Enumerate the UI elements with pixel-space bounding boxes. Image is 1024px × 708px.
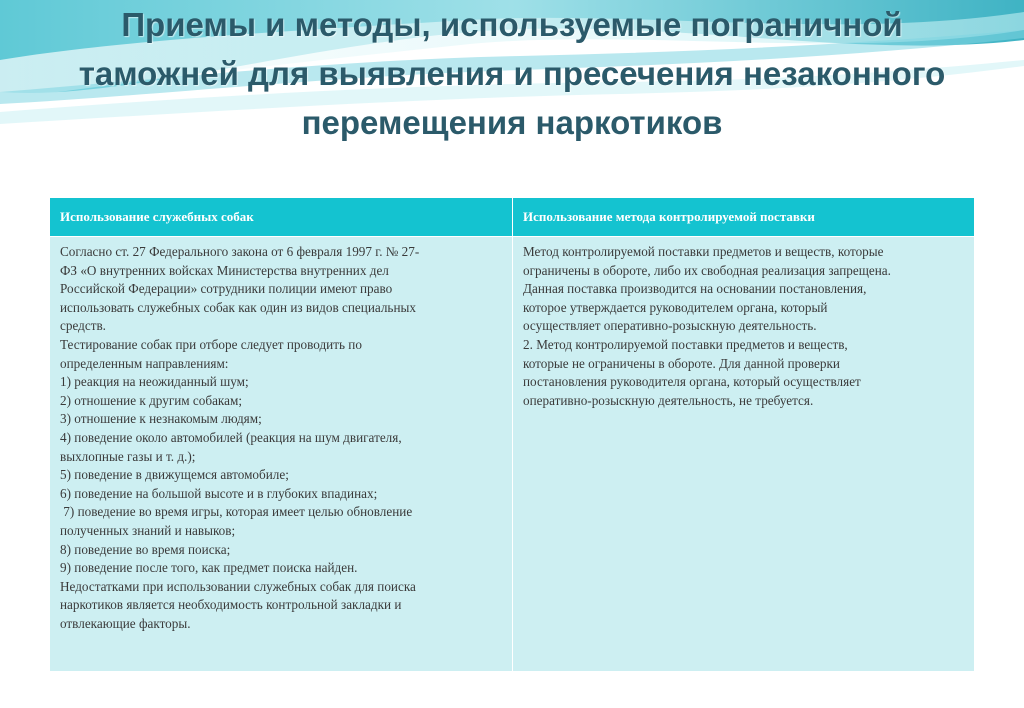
text-line: 6) поведение на большой высоте и в глубоких впадинах; bbox=[60, 485, 378, 501]
text-line: 9) поведение после того, как предмет поиска найден. bbox=[60, 560, 358, 576]
text-line: 1) реакция на неожиданный шум; bbox=[60, 374, 249, 390]
text-line: ограничены в обороте, либо их свободная реализация запрещена. bbox=[523, 262, 891, 278]
text-line: 3) отношение к незнакомым людям; bbox=[60, 411, 262, 427]
text-line: ФЗ «О внутренних войсках Министерства внутренних дел bbox=[60, 262, 389, 278]
text-line: Российской Федерации» сотрудники полиции имеют право bbox=[60, 281, 393, 297]
text-line: 4) поведение около автомобилей (реакция на шум двигателя, bbox=[60, 429, 402, 445]
text-line: наркотиков является необходимость контрольной закладки и bbox=[60, 597, 402, 613]
text-line: Метод контролируемой поставки предметов и веществ, которые bbox=[523, 244, 884, 259]
text-line: выхлопные газы и т. д.); bbox=[60, 448, 196, 464]
cell-controlled-delivery bbox=[513, 237, 975, 672]
header-controlled-delivery: Использование метода контролируемой поставки bbox=[513, 198, 975, 237]
header-service-dogs: Использование служебных собак bbox=[50, 198, 513, 237]
text-line: отвлекающие факторы. bbox=[60, 615, 191, 631]
text-line: средств. bbox=[60, 318, 106, 334]
methods-table bbox=[49, 197, 975, 672]
text-line: оперативно-розыскную деятельность, не требуется. bbox=[523, 392, 814, 408]
text-line: 7) поведение во время игры, которая имеет целью обновление bbox=[60, 504, 413, 520]
text-line: использовать служебных собак как один из видов специальных bbox=[60, 299, 416, 315]
text-line: 2) отношение к другим собакам; bbox=[60, 392, 243, 408]
text-line: Данная поставка производится на основании постановления, bbox=[523, 281, 867, 297]
text-line: Недостатками при использовании служебных собак для поиска bbox=[60, 578, 416, 594]
text-line: осуществляет оперативно-розыскную деятельность. bbox=[523, 318, 817, 334]
text-line: которое утверждается руководителем органа, который bbox=[523, 299, 828, 315]
text-line: полученных знаний и навыков; bbox=[60, 522, 236, 538]
text-line: 8) поведение во время поиска; bbox=[60, 541, 231, 557]
text-line: 5) поведение в движущемся автомобиле; bbox=[60, 467, 289, 483]
table-header-row bbox=[50, 198, 975, 237]
text-line: Тестирование собак при отборе следует проводить по bbox=[60, 336, 362, 352]
slide-title: Приемы и методы, используемые пограничной таможней для выявления и пресечения незаконного перемещения наркотиков bbox=[78, 6, 946, 141]
cell-service-dogs bbox=[50, 237, 513, 672]
table-row bbox=[50, 237, 975, 672]
text-line: 2. Метод контролируемой поставки предметов и веществ, bbox=[523, 336, 848, 352]
text-line: определенным направлениям: bbox=[60, 355, 229, 371]
text-line: Согласно ст. 27 Федерального закона от 6 февраля 1997 г. № 27- bbox=[60, 244, 420, 259]
text-line: постановления руководителя органа, который осуществляет bbox=[523, 374, 861, 390]
text-line: которые не ограничены в обороте. Для данной проверки bbox=[523, 355, 840, 371]
